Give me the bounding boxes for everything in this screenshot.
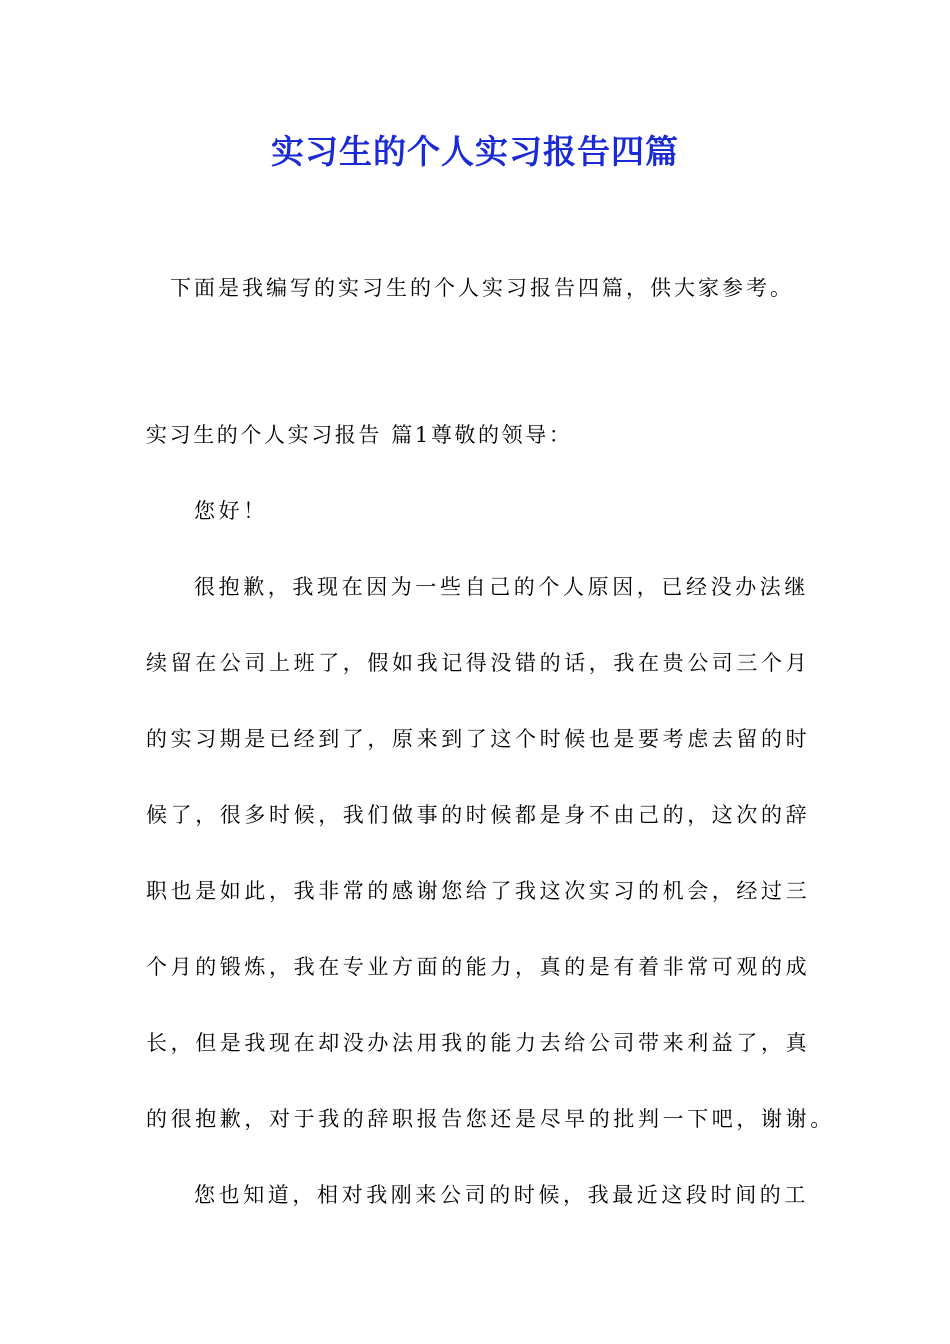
document-body [146,419,835,1255]
paragraph-line: 个月的锻炼，我在专业方面的能力，真的是有着非常可观的成 [146,955,811,979]
paragraph-2 [146,1179,809,1255]
paragraph-line: 您也知道，相对我刚来公司的时候，我最近这段时间的工 [194,1183,809,1207]
section-heading: 实习生的个人实习报告 篇1尊敬的领导： [146,423,573,447]
paragraph-line: 续留在公司上班了，假如我记得没错的话，我在贵公司三个月 [146,651,811,675]
paragraph-line: 的实习期是已经到了，原来到了这个时候也是要考虑去留的时 [146,727,811,751]
greeting-line: 您好！ [194,499,268,523]
intro-paragraph: 下面是我编写的实习生的个人实习报告四篇，供大家参考。 [170,276,794,300]
paragraph-line: 很抱歉，我现在因为一些自己的个人原因，已经没办法继 [194,575,809,599]
paragraph-1 [146,571,835,1179]
paragraph-line: 职也是如此，我非常的感谢您给了我这次实习的机会，经过三 [146,879,811,903]
paragraph-line: 长，但是我现在却没办法用我的能力去给公司带来利益了，真 [146,1031,811,1055]
paragraph-line: 的很抱歉，对于我的辞职报告您还是尽早的批判一下吧，谢谢。 [146,1107,835,1131]
paragraph-line: 候了，很多时候，我们做事的时候都是身不由己的，这次的辞 [146,803,811,827]
document-title: 实习生的个人实习报告四篇 [271,132,679,171]
